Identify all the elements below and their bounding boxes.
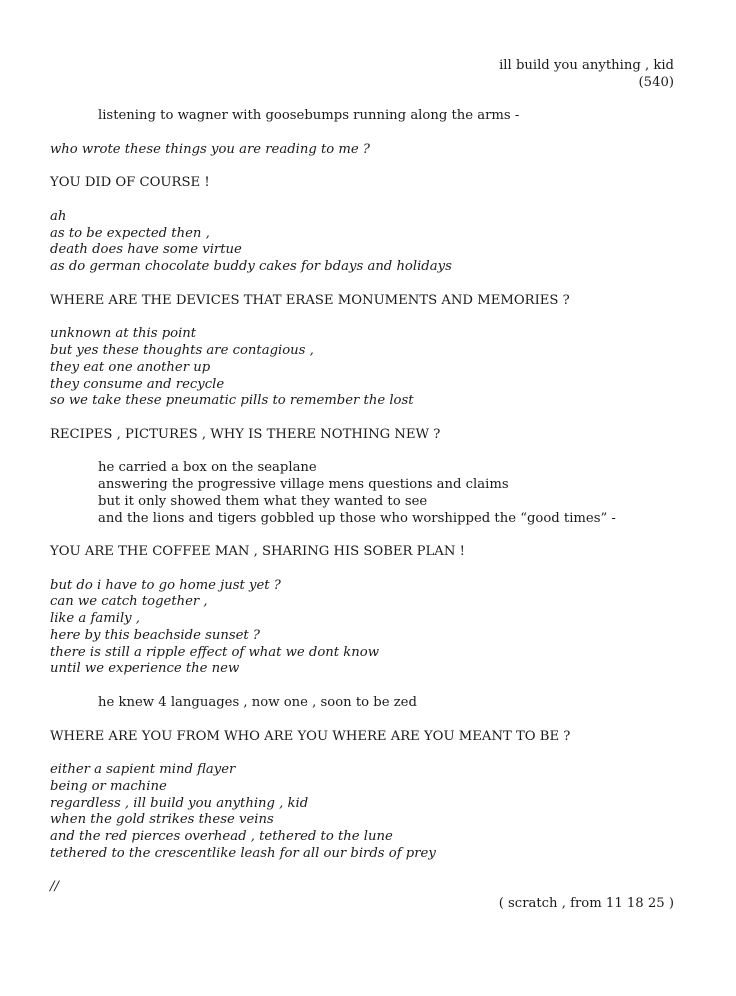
poem-line: they eat one another up: [50, 360, 211, 375]
poem-line: YOU DID OF COURSE !: [50, 175, 210, 190]
poem-line: death does have some virtue: [50, 242, 242, 257]
poem-line: like a family ,: [50, 611, 140, 626]
poem-line: and the lions and tigers gobbled up those who worshipped the “good times” -: [98, 511, 616, 526]
poem-title: ill build you anything , kid: [499, 58, 674, 73]
poem-line: there is still a ripple effect of what we dont know: [50, 645, 379, 660]
poem-number: (540): [638, 75, 674, 90]
poem-line: here by this beachside sunset ?: [50, 628, 260, 643]
poem-line: YOU ARE THE COFFEE MAN , SHARING HIS SOBER PLAN !: [50, 544, 465, 559]
poem-line: answering the progressive village mens questions and claims: [98, 477, 509, 492]
poem-line: ah: [50, 209, 67, 224]
poem-line: until we experience the new: [50, 661, 240, 676]
poem-line: WHERE ARE YOU FROM WHO ARE YOU WHERE ARE YOU MEANT TO BE ?: [50, 729, 571, 744]
poem-line: listening to wagner with goosebumps running along the arms -: [98, 108, 520, 123]
poem-line: they consume and recycle: [50, 377, 225, 392]
poem-line: can we catch together ,: [50, 594, 208, 609]
poem-line: and the red pierces overhead , tethered to the lune: [50, 829, 393, 844]
poem-line: tethered to the crescentlike leash for all our birds of prey: [50, 846, 436, 861]
poem-end-mark: //: [50, 879, 59, 894]
poem-line: but it only showed them what they wanted to see: [98, 494, 428, 509]
scratch-note: ( scratch , from 11 18 25 ): [498, 896, 674, 911]
poem-line: RECIPES , PICTURES , WHY IS THERE NOTHING NEW ?: [50, 427, 441, 442]
poem-line: but yes these thoughts are contagious ,: [50, 343, 314, 358]
poem-line: being or machine: [50, 779, 167, 794]
poem-line: unknown at this point: [50, 326, 197, 341]
poem-line: he knew 4 languages , now one , soon to be zed: [98, 695, 417, 710]
poem-line: so we take these pneumatic pills to remember the lost: [50, 393, 414, 408]
poem-line: regardless , ill build you anything , kid: [50, 796, 309, 811]
poem-line: when the gold strikes these veins: [50, 812, 274, 827]
poem-line: either a sapient mind flayer: [50, 762, 236, 777]
poem-line: but do i have to go home just yet ?: [50, 578, 281, 593]
poem-line: as do german chocolate buddy cakes for bdays and holidays: [50, 259, 452, 274]
poem-line: who wrote these things you are reading to me ?: [50, 142, 371, 157]
poem-line: as to be expected then ,: [50, 226, 210, 241]
poem-line: he carried a box on the seaplane: [98, 460, 317, 475]
poem-line: WHERE ARE THE DEVICES THAT ERASE MONUMENTS AND MEMORIES ?: [50, 293, 570, 308]
